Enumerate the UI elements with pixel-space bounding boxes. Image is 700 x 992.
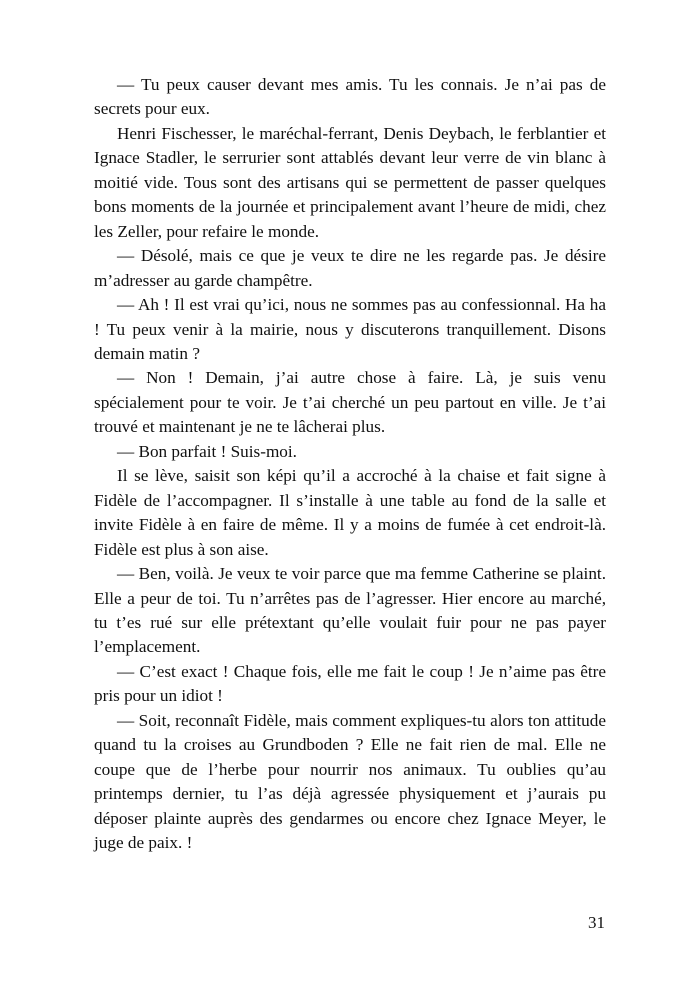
paragraph-1: — Tu peux causer devant mes amis. Tu les connais. Je n’ai pas de secrets pour eux. <box>94 75 606 119</box>
paragraph-6: — Bon parfait ! Suis-moi. <box>117 441 297 461</box>
paragraph-7: Il se lève, saisit son képi qu’il a accroché à la chaise et fait signe à Fidèle de l’accompagner. Il s’installe à une table au fond de la salle et invite Fidèle à en faire de même. Il y a moins de fumée à cet endroit-là. Fidèle est plus à son aise. <box>94 466 606 559</box>
paragraph-4: — Ah ! Il est vrai qu’ici, nous ne sommes pas au confessionnal. Ha ha ! Tu peux venir à la mairie, nous y discuterons tranquillement. Disons demain matin ? <box>94 295 606 363</box>
body-text <box>94 73 606 856</box>
page-number: 31 <box>588 913 605 932</box>
paragraph-3: — Désolé, mais ce que je veux te dire ne les regarde pas. Je désire m’adresser au garde champêtre. <box>94 246 606 290</box>
paragraph-5: — Non ! Demain, j’ai autre chose à faire. Là, je suis venu spécialement pour te voir. Je t’ai cherché un peu partout en ville. Je t’ai trouvé et maintenant je ne te lâcherai plus. <box>94 368 606 437</box>
paragraph-2: Henri Fischesser, le maréchal-ferrant, Denis Deybach, le ferblantier et Ignace Stadler, le serrurier sont attablés devant leur verre de vin blanc à moitié vide. Tous sont des artisans qui se permettent de passer quelques bons moments de la journée et principalement avant l’heure de midi, chez les Zeller, pour refaire le monde. <box>94 123 606 241</box>
paragraph-10: — Soit, reconnaît Fidèle, mais comment expliques-tu alors ton attitude quand tu la croises au Grundboden ? Elle ne fait rien de mal. Elle ne coupe que de l’herbe pour nourrir nos animaux. Tu oublies qu’au printemps dernier, tu l’as déjà agressée physiquement et j’aurais pu déposer plainte auprès des gendarmes ou encore chez Ignace Meyer, le juge de paix. ! <box>94 710 606 853</box>
paragraph-9: — C’est exact ! Chaque fois, elle me fait le coup ! Je n’aime pas être pris pour un idiot ! <box>94 661 606 706</box>
paragraph-8: — Ben, voilà. Je veux te voir parce que ma femme Catherine se plaint. Elle a peur de toi. Tu n’arrêtes pas de l’agresser. Hier encore au marché, tu t’es rué sur elle prétextant qu’elle voulait fuir pour ne pas payer l’emplacement. <box>94 564 606 657</box>
